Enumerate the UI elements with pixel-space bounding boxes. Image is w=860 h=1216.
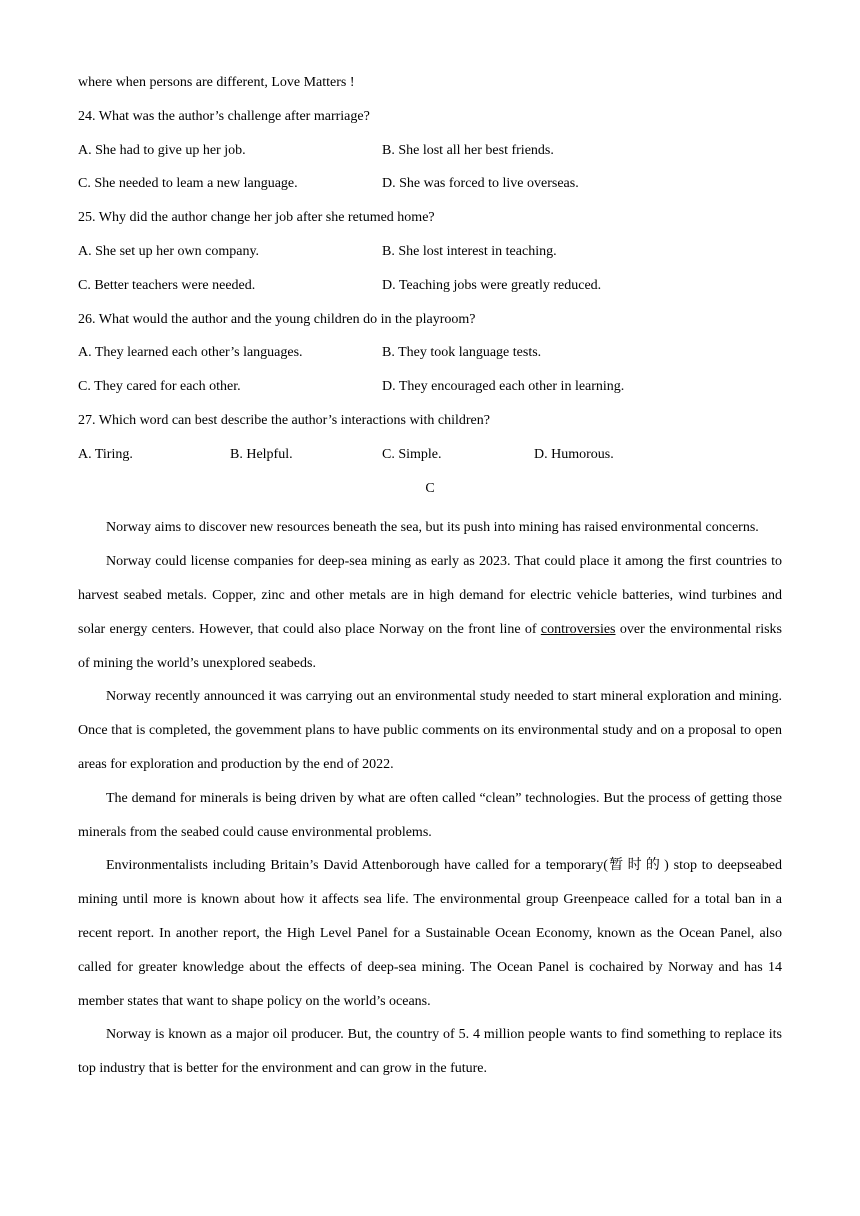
option-c: C. Better teachers were needed. [78,277,256,293]
options-row [78,140,782,174]
passage-paragraph-4: The demand for minerals is being driven by what are often called “clean” technologies. But the process of getting those minerals from the seabed could cause environmental problems. [78,790,782,840]
option-a: A. They learned each other’s languages. [78,345,303,361]
question-24: 24. What was the author’s challenge after marriage? [78,108,370,124]
option-b: B. They took language tests. [382,345,542,361]
document-page [78,72,782,1086]
option-c: C. Simple. [382,446,442,462]
options-row [78,241,782,275]
option-c: C. She needed to leam a new language. [78,176,298,192]
paragraph-text: ) stop to deepseabed mining until more is known about how it affects sea life. The environmental group Greenpeace called for a total ban in a recent report. In another report, the High Level Panel for a Sustainable Ocean Economy, known as the Ocean Panel, also called for greater knowledge about the effects of deep-sea mining. The Ocean Panel is cochaired by Norway and has 14 member states that want to shape policy on the world’s oceans. [78,858,782,1009]
section-heading: C [425,480,435,496]
intro-line: where when persons are different, Love Matters ! [78,75,355,90]
options-row [78,376,782,410]
paragraph-text: Environmentalists including Britain’s David Attenborough have called for a temporary( [106,858,608,874]
options-row [78,275,782,309]
passage-paragraph-6: Norway is known as a major oil producer. But, the country of 5. 4 million people wants to find something to replace its top industry that is better for the environment and can grow in the future. [78,1027,782,1077]
paragraph-text: over the environmental risks of mining the world’s unexplored seabeds. [78,621,782,671]
option-a: A. She had to give up her job. [78,142,246,158]
option-c: C. They cared for each other. [78,379,241,395]
passage-paragraph-3: Norway recently announced it was carrying out an environmental study needed to start mineral exploration and mining. Once that is completed, the govemment plans to have public comments on its environmental study and on a proposal to open areas for exploration and production by the end of 2022. [78,689,782,772]
option-d: D. They encouraged each other in learning. [382,379,625,395]
option-d: D. She was forced to live overseas. [382,176,579,192]
option-b: B. Helpful. [230,446,293,462]
underlined-word: controversies [540,621,616,637]
options-row [78,444,782,478]
question-26: 26. What would the author and the young children do in the playroom? [78,311,476,327]
passage-paragraph-1: Norway aims to discover new resources beneath the sea, but its push into mining has raised environmental concerns. [106,520,759,536]
passage-paragraph-5 [78,849,782,1018]
option-a: A. Tiring. [78,446,133,462]
passage-paragraph-2 [78,545,782,680]
option-d: D. Teaching jobs were greatly reduced. [382,277,602,293]
option-a: A. She set up her own company. [78,243,260,259]
option-b: B. She lost interest in teaching. [382,243,557,259]
options-row [78,342,782,376]
question-25: 25. Why did the author change her job after she retumed home? [78,210,435,226]
paragraph-text: Norway could license companies for deep-sea mining as early as 2023. That could place it among the first countries to harvest seabed metals. Copper, zinc and other metals are in high demand for electric vehicle batteries, wind turbines and solar energy centers. However, that could also place Norway on the front line of [78,554,782,637]
question-27: 27. Which word can best describe the author’s interactions with children? [78,412,490,428]
option-b: B. She lost all her best friends. [382,142,554,158]
option-d: D. Humorous. [534,446,614,462]
chinese-gloss: 暂时的 [607,858,665,874]
options-row [78,173,782,207]
